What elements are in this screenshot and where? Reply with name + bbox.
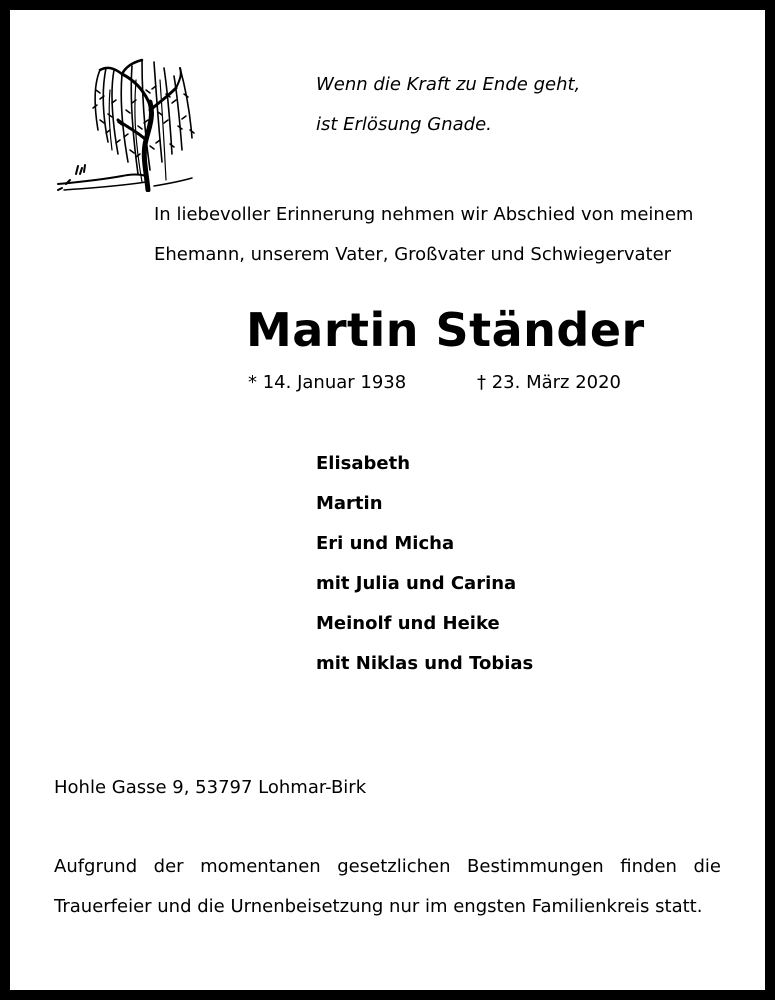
- funeral-notice: Aufgrund der momentanen gesetzlichen Bestimmungen finden die Trauerfeier und die Urnenbeisetzung nur im engsten Familienkreis statt.: [54, 856, 721, 917]
- intro-line-1: In liebevoller Erinnerung nehmen wir Abschied von meinem: [154, 204, 694, 225]
- obituary-page: [10, 10, 765, 990]
- mourner-name: Eri und Micha: [316, 533, 455, 554]
- mourner-name: Meinolf und Heike: [316, 613, 500, 634]
- death-date: † 23. März 2020: [477, 372, 622, 393]
- mourner-name: Elisabeth: [316, 453, 411, 474]
- weeping-willow-icon: [50, 50, 200, 192]
- address: Hohle Gasse 9, 53797 Lohmar-Birk: [54, 777, 367, 798]
- deceased-name: Martin Ständer: [246, 303, 645, 357]
- quote-line-1: Wenn die Kraft zu Ende geht,: [316, 74, 581, 95]
- quote-line-2: ist Erlösung Gnade.: [316, 114, 492, 135]
- mourner-name: Martin: [316, 493, 383, 514]
- intro-line-2: Ehemann, unserem Vater, Großvater und Schwiegervater: [154, 244, 672, 265]
- birth-date: * 14. Januar 1938: [248, 372, 407, 393]
- mourner-name: mit Julia und Carina: [316, 573, 517, 594]
- mourner-name: mit Niklas und Tobias: [316, 653, 534, 674]
